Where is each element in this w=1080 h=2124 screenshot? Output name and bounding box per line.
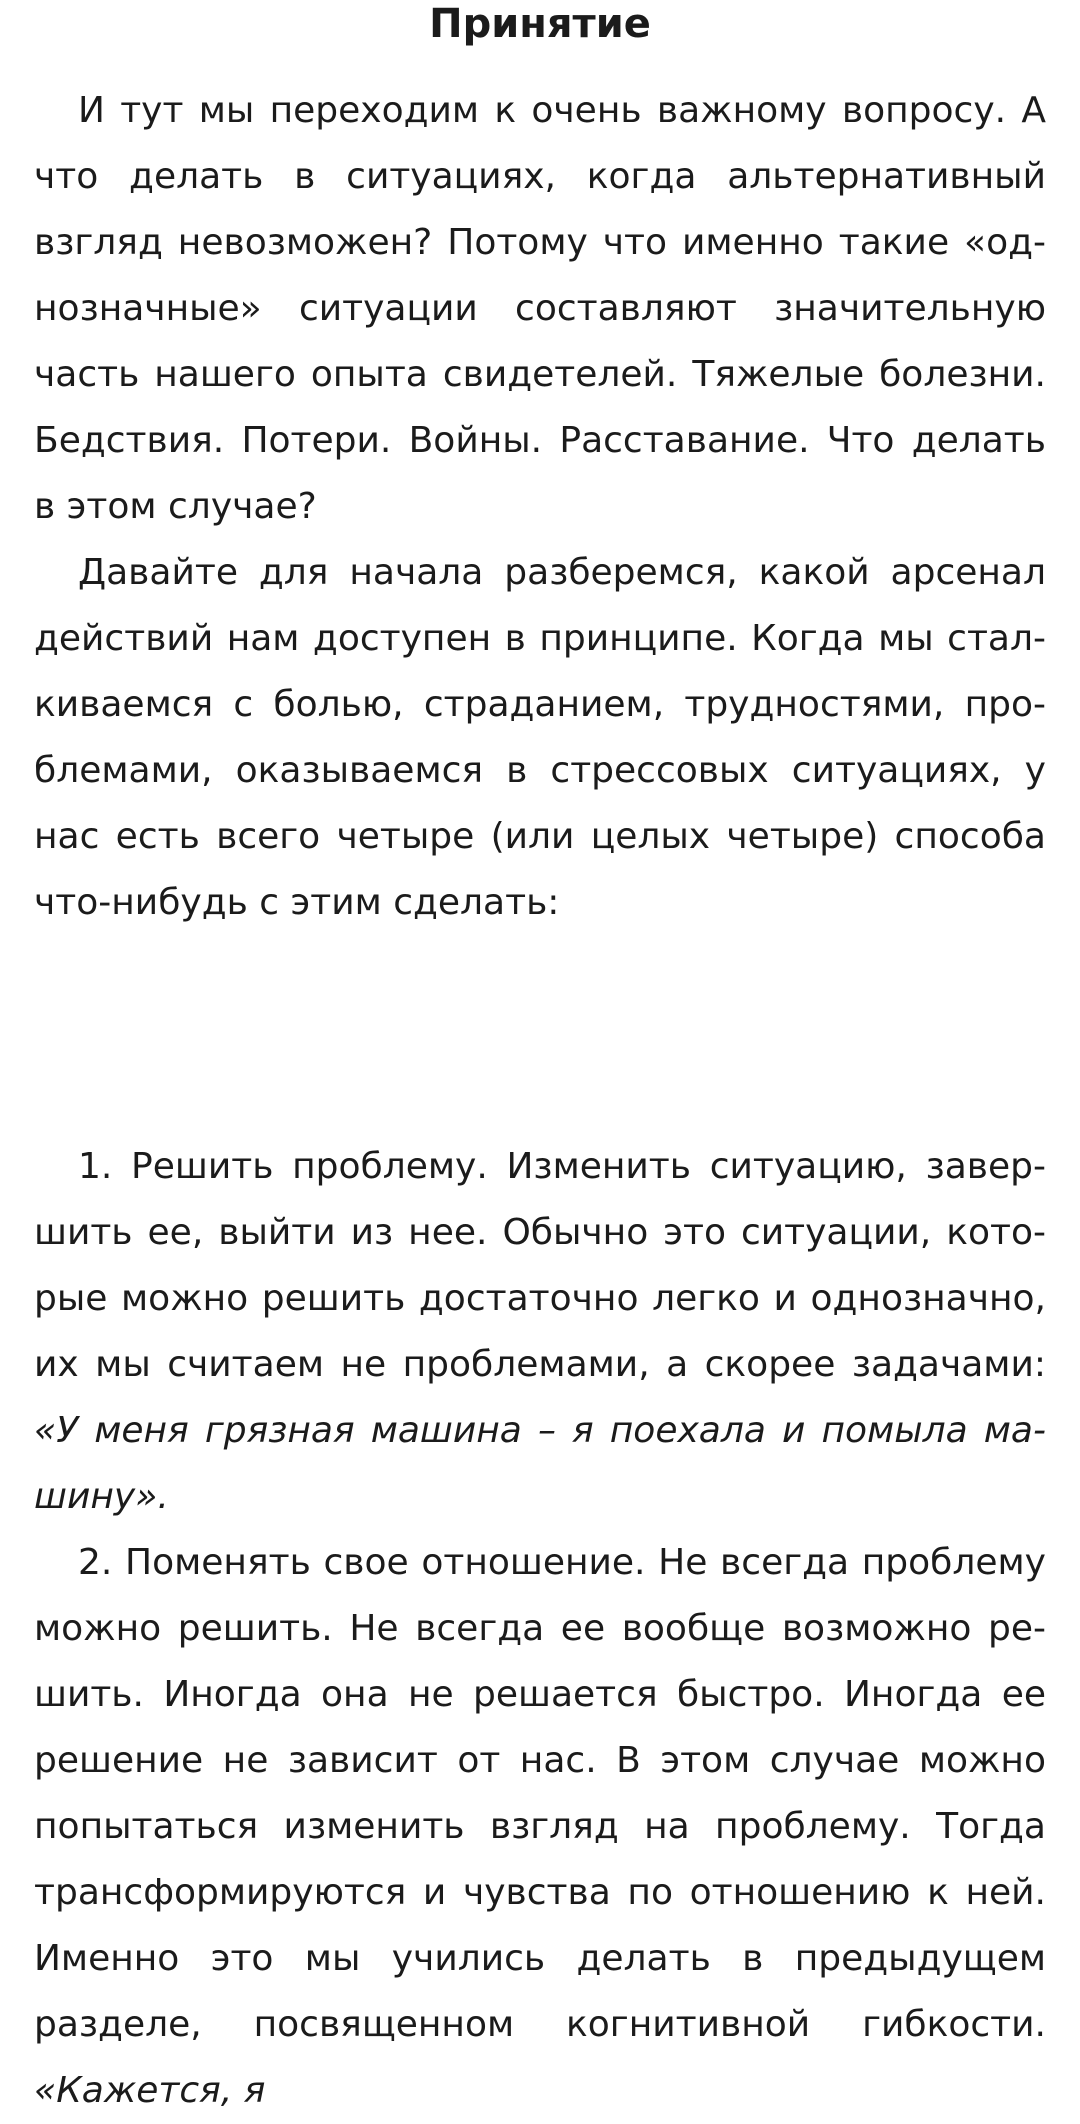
chapter-title: Принятие bbox=[429, 1, 651, 47]
list-item-example: «Кажется, я bbox=[34, 2070, 266, 2111]
list-item-example: «У меня грязная машина – я поехала и помыла машину». bbox=[34, 1410, 1046, 1517]
book-page bbox=[34, 0, 1046, 2111]
list-item-solve-problem bbox=[34, 1134, 1046, 1530]
list-item-text: 1. Решить проблему. Изменить ситуацию, завершить ее, выйти из нее. Обычно это ситуации, которые можно решить достаточно легко и однозначно, их мы считаем не проблемами, а скорее задачами: bbox=[34, 1146, 1046, 1385]
paragraph-arsenal: Давайте для начала разберемся, какой арсенал действий нам доступен в принципе. Когда мы сталкиваемся с болью, страданием, трудностями, проблемами, оказываемся в стрессовых ситуациях, у нас есть всего четыре (или целых четыре) способа что-нибудь с этим сделать: bbox=[34, 552, 1046, 923]
list-item-change-attitude bbox=[34, 1530, 1046, 2124]
paragraph-question: И тут мы переходим к очень важному вопросу. А что делать в ситуациях, когда альтернативный взгляд невозможен? Потому что именно такие «однозначные» ситуации составляют значительную часть нашего опыта свидетелей. Тяжелые болезни. Бедствия. Потери. Войны. Расставание. Что делать в этом случае? bbox=[34, 90, 1046, 527]
list-item-text: 2. Поменять свое отношение. Не всегда проблему можно решить. Не всегда ее вообще возможно решить. Иногда она не решается быстро. Иногда ее решение не зависит от нас. В этом случае можно попытаться изменить взгляд на проблему. Тогда трансформируются и чувства по отношению к ней. Именно это мы учились делать в предыдущем разделе, посвященном когнитивной гибкости. bbox=[34, 1542, 1046, 2045]
blank-space bbox=[34, 936, 1046, 1134]
